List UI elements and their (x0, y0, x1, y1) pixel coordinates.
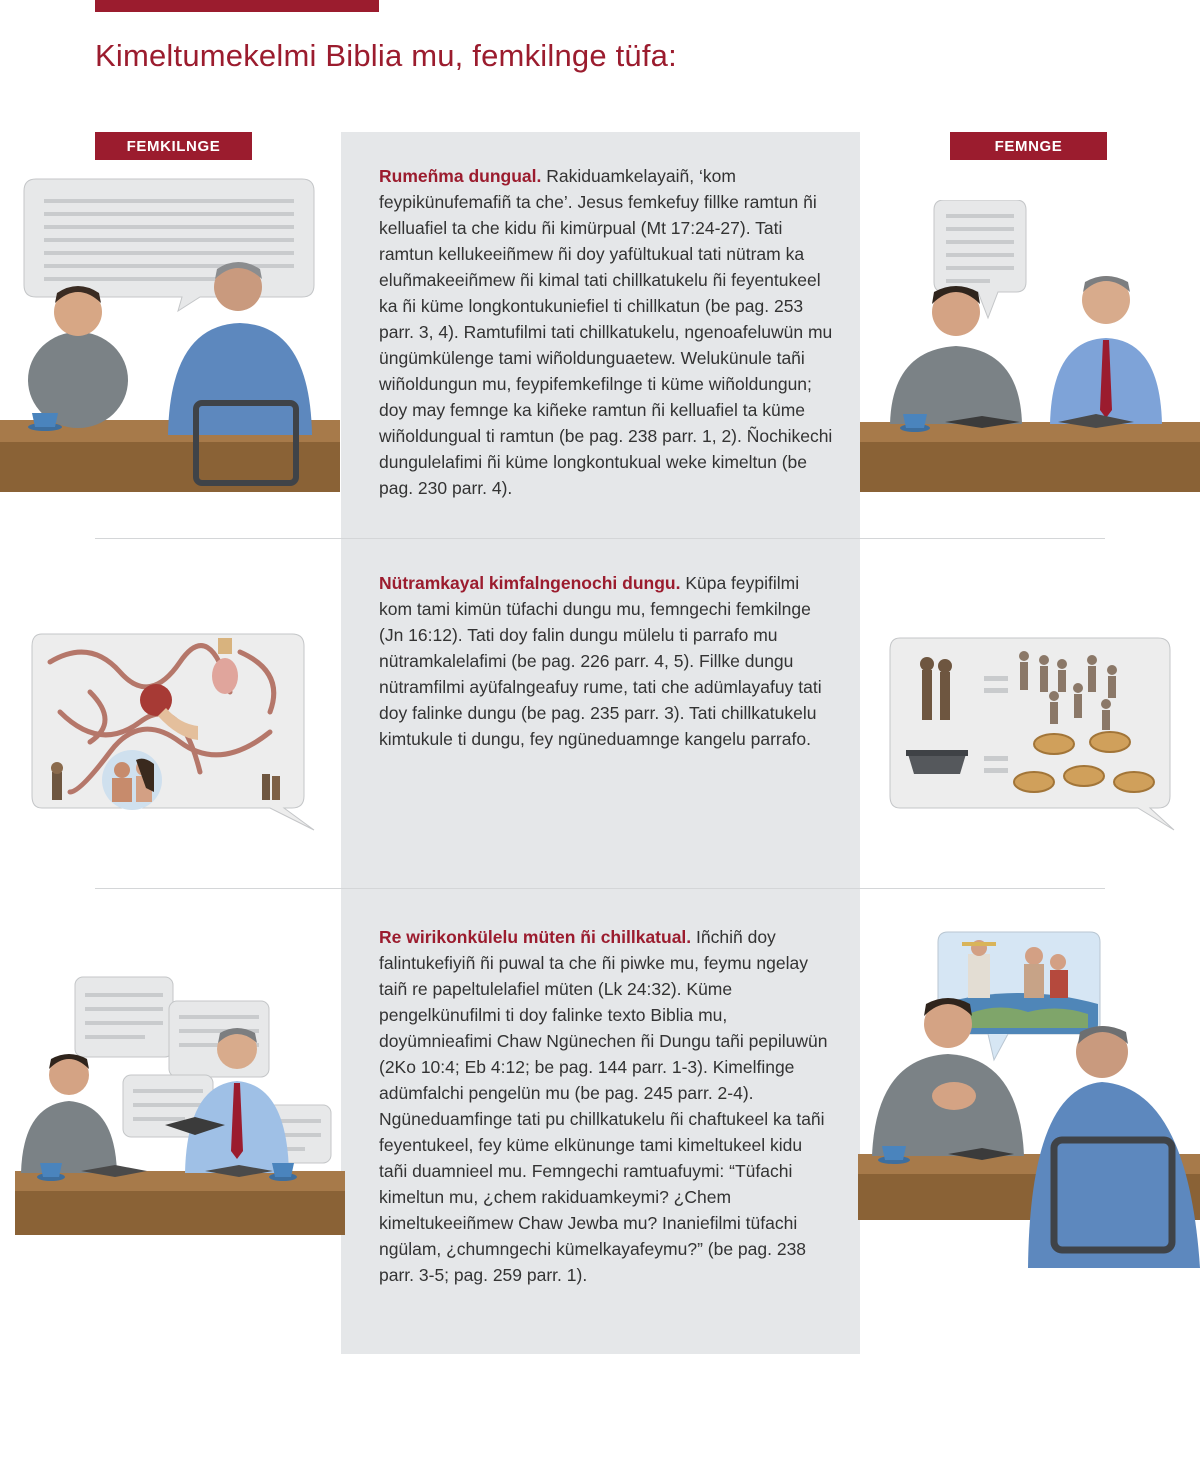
page-title: Kimeltumekelmi Biblia mu, femkilnge tüfa: (95, 38, 677, 73)
illustration-teacher-talking (0, 175, 340, 515)
illustration-tangled-topics (30, 632, 320, 832)
illustration-good-conversation (860, 200, 1200, 510)
top-accent-bar (95, 0, 379, 12)
person-icon (890, 286, 1022, 424)
section-2-body: Küpa feypifilmi kom tami kimün tüfachi dungu mu, femngechi femkilnge (Jn 16:12). Tati doy falin dungu mülelu ti parrafo mu nütramkalelafimi (be pag. 226 parr. 4, 5). Fillke dungu nütramfilmi ayüfalngeafuy rume, tati che adümlayafuy tati doy falinke dungu (be pag. 235 parr. 3). Tati chillkatukelu kimtukule ti dungu, fey ngüneduamnge kangelu parrafo. (379, 573, 822, 749)
illustration-reaching-heart (858, 928, 1200, 1278)
section-1-body: Rakiduamkelayaiñ, ‘kom feypikünufemafiñ ta che’. Jesus femkefuy fillke ramtun ñi kelluafiel ta che kidu ñi kimürpual (Mt 17:24-27). Tati ramtun kellukeeiñmew ñi doy yafültukual tati nütram ka eluñmakeeiñmew ñi kimal tati chillkatukelu ñi feyentukeel ka ñi küme longkontukuniefiel ti chillkatun (be pag. 253 parr. 3, 4). Ramtufilmi tati chillkatukelu, ngenoafeluwün mu üngümkülenge tami wiñoldunguaetew. Welukünule tañi wiñoldungun mu, feypifemkefilnge ti küme wiñoldungun; doy may femnge ka kiñeke ramtun ñi kelluafiel ta küme wiñoldungual ti ramtun (be pag. 238 parr. 1, 2). Ñochikechi dungulelafimi ñi küme longkontukual weke kimeltun (be pag. 230 parr. 4). (379, 166, 833, 498)
section-1-lead: Rumeñma dungual. (379, 166, 542, 186)
section-3-body: Iñchiñ doy falintukefiyiñ ñi puwal ta che ñi piwke mu, feymu ngelay taiñ re papeltulelafiel müten (Lk 24:32). Küme pengelkünufilmi ti doy falinke texto Biblia mu, doyümnieafimi Chaw Ngünechen ñi Dungu tañi pepiluwün (2Ko 10:4; Eb 4:12; be pag. 144 parr. 1-3). Kimelfinge adümfalchi pengelün mu (be pag. 245 parr. 2-4). Ngüneduamfinge tati pu chillkatukelu ñi chaftukeel ka tañi feyentukeel, fey küme elkünunge tami kimeltukeel kidu tañi duamnieel mu. Femngechi ramtuafuymi: “Tüfachi kimeltun mu, ¿chem rakiduamkeymi? ¿Chem kimeltukeeiñmew Chaw Jewba mu? Inaniefilmi tüfachi ngülam, ¿chumngechi kümelkayafeymu?” (be pag. 238 parr. 3-5; pag. 259 parr. 1). (379, 927, 828, 1285)
basket-icon (906, 750, 968, 774)
section-divider (95, 538, 1105, 539)
person-icon (21, 1054, 117, 1173)
section-3-lead: Re wirikonkülelu müten ñi chillkatual. (379, 927, 692, 947)
illustration-simple-comparison (888, 636, 1178, 836)
section-2-paragraph (379, 570, 834, 752)
person-icon (1050, 276, 1162, 424)
person-icon (102, 750, 162, 810)
person-icon (28, 286, 128, 428)
section-3-paragraph (379, 924, 834, 1288)
label-femnge: FEMNGE (950, 132, 1107, 160)
speech-bubble-icon (75, 977, 173, 1057)
section-2-lead: Nütramkayal kimfalngenochi dungu. (379, 573, 681, 593)
person-icon (51, 762, 63, 800)
section-1-paragraph (379, 163, 834, 501)
label-femkilnge: FEMKILNGE (95, 132, 252, 160)
section-divider (95, 888, 1105, 889)
person-icon (1028, 1026, 1200, 1268)
illustration-reading-only (15, 975, 345, 1235)
